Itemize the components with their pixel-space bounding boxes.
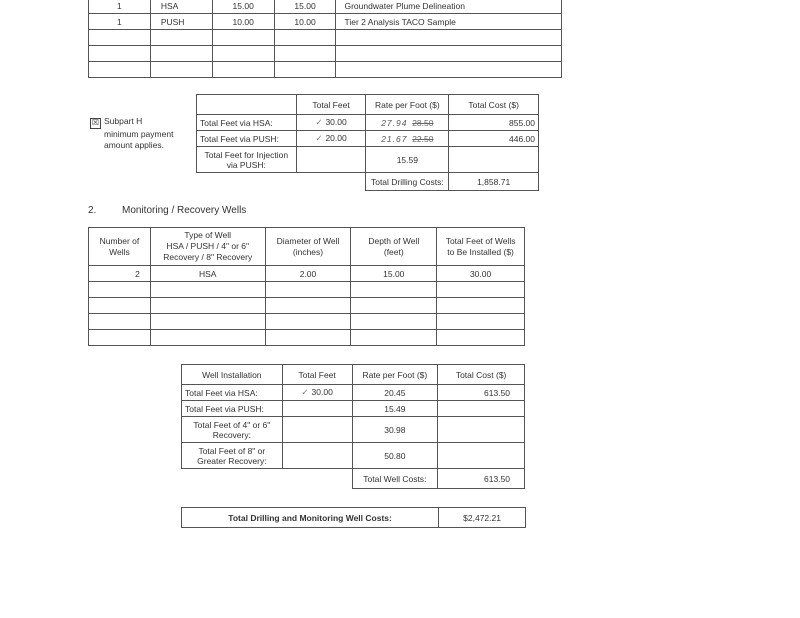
well-total: 30.00 — [437, 266, 525, 282]
header-depth: Depth of Well (feet) — [351, 228, 437, 266]
section-title: Monitoring / Recovery Wells — [122, 205, 247, 216]
row-label: Total Feet via PUSH: — [182, 401, 283, 417]
row-cost — [438, 401, 525, 417]
table-row — [89, 62, 562, 78]
table-row — [89, 46, 562, 62]
grand-total-label: Total Drilling and Monitoring Well Costs: — [182, 508, 439, 528]
row-label: Total Feet via PUSH: — [197, 131, 297, 147]
total-drilling-value: 1,858.71 — [449, 173, 539, 191]
row-cost: 613.50 — [438, 385, 525, 401]
rate-struck: 22.50 — [412, 133, 434, 144]
grand-total-table — [181, 507, 526, 528]
header-installation: Well Installation — [182, 365, 283, 385]
boring-method: HSA — [150, 0, 212, 14]
row-feet — [282, 401, 352, 417]
table-row — [89, 314, 525, 330]
table-header-row — [89, 228, 525, 266]
check-icon: ✓ — [315, 117, 323, 127]
row-label: Total Feet via HSA: — [182, 385, 283, 401]
grand-total-value: $2,472.21 — [439, 508, 526, 528]
well-depth: 15.00 — [351, 266, 437, 282]
total-well-label: Total Well Costs: — [352, 469, 438, 489]
drilling-costs-table — [196, 94, 539, 191]
well-type: HSA — [150, 266, 265, 282]
section-number: 2. — [88, 205, 97, 216]
table-row — [89, 266, 525, 282]
injection-label: Total Feet for Injection via PUSH: — [197, 147, 297, 173]
boring-count: 1 — [89, 0, 151, 14]
row-rate: 30.98 — [352, 417, 438, 443]
table-row — [197, 131, 539, 147]
header-rate: Rate per Foot ($) — [352, 365, 438, 385]
table-header-row — [182, 365, 525, 385]
boring-col3: 15.00 — [212, 0, 274, 14]
table-row — [89, 30, 562, 46]
table-row — [197, 147, 539, 173]
row-rate: 15.49 — [352, 401, 438, 417]
header-cost: Total Cost ($) — [449, 95, 539, 115]
header-total-feet: Total Feet — [296, 95, 366, 115]
row-label: Total Feet via HSA: — [197, 115, 297, 131]
table-row — [182, 443, 525, 469]
header-cost: Total Cost ($) — [438, 365, 525, 385]
check-icon: ✓ — [301, 387, 309, 397]
table-row — [89, 330, 525, 346]
rate-handwritten: 27.94 — [381, 117, 408, 128]
table-row — [182, 385, 525, 401]
table-header-row — [197, 95, 539, 115]
boring-col4: 10.00 — [274, 14, 336, 30]
row-label: Total Feet of 4" or 6" Recovery: — [182, 417, 283, 443]
table-row — [89, 14, 562, 30]
total-row — [197, 173, 539, 191]
boring-method: PUSH — [150, 14, 212, 30]
well-installation-table — [181, 364, 525, 489]
row-rate: 20.45 — [352, 385, 438, 401]
boring-col3: 10.00 — [212, 14, 274, 30]
total-well-value: 613.50 — [438, 469, 525, 489]
header-total-feet: Total Feet — [282, 365, 352, 385]
boring-table — [88, 0, 562, 78]
row-feet: ✓ 30.00 — [296, 115, 366, 131]
boring-purpose: Groundwater Plume Delineation — [336, 0, 562, 14]
row-cost: 855.00 — [449, 115, 539, 131]
injection-rate: 15.59 — [366, 147, 449, 173]
wells-table — [88, 227, 525, 346]
header-number: Number of Wells — [89, 228, 151, 266]
header-diameter: Diameter of Well (inches) — [265, 228, 351, 266]
subpart-line3: amount applies. — [104, 140, 165, 150]
table-row — [182, 401, 525, 417]
row-rate: 50.80 — [352, 443, 438, 469]
table-row — [182, 417, 525, 443]
rate-handwritten: 21.67 — [381, 133, 408, 144]
subpart-line2: minimum payment — [104, 129, 174, 139]
row-rate — [366, 115, 449, 131]
row-cost: 446.00 — [449, 131, 539, 147]
boring-count: 1 — [89, 14, 151, 30]
header-total: Total Feet of Wells to Be Installed ($) — [437, 228, 525, 266]
table-row — [89, 282, 525, 298]
row-rate — [366, 131, 449, 147]
total-row — [182, 469, 525, 489]
section-heading — [88, 205, 246, 216]
well-number: 2 — [89, 266, 151, 282]
boring-col4: 15.00 — [274, 0, 336, 14]
total-drilling-label: Total Drilling Costs: — [366, 173, 449, 191]
well-diameter: 2.00 — [265, 266, 351, 282]
table-row — [89, 0, 562, 14]
subpart-line1: Subpart H — [104, 116, 143, 126]
subpart-h-note — [90, 116, 173, 151]
rate-struck: 28.50 — [412, 117, 434, 128]
total-row — [182, 508, 526, 528]
table-row — [197, 115, 539, 131]
header-rate: Rate per Foot ($) — [366, 95, 449, 115]
boring-purpose: Tier 2 Analysis TACO Sample — [336, 14, 562, 30]
row-label: Total Feet of 8" or Greater Recovery: — [182, 443, 283, 469]
check-icon: ✓ — [315, 133, 323, 143]
row-feet: ✓ 20.00 — [296, 131, 366, 147]
row-feet: ✓ 30.00 — [282, 385, 352, 401]
table-row — [89, 298, 525, 314]
header-type: Type of Well HSA / PUSH / 4" or 6" Recovery / 8" Recovery — [150, 228, 265, 266]
subpart-checkbox[interactable]: ☒ — [91, 118, 100, 127]
